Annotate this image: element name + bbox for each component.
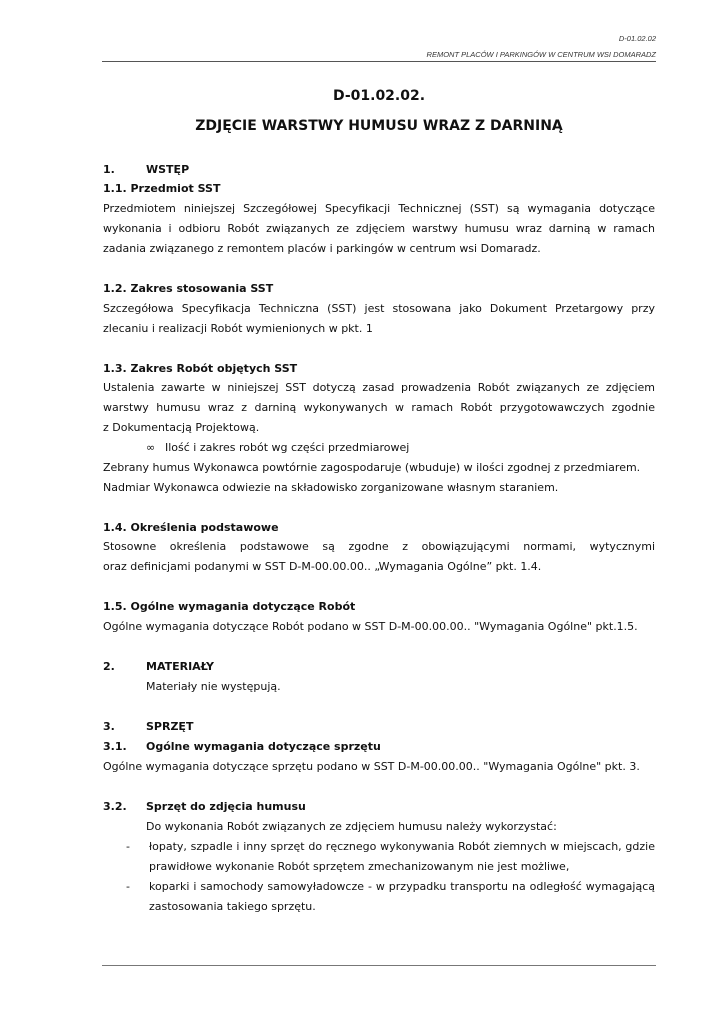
footer-divider bbox=[102, 965, 656, 966]
section-1-1-heading: 1.1. Przedmiot SST bbox=[103, 182, 221, 195]
section-1-1-line-3: zadania związanego z remontem placów i parkingów w centrum wsi Domaradz. bbox=[103, 242, 541, 255]
section-1-3-line-1: Ustalenia zawarte w niniejszej SST dotyczą zasad prowadzenia Robót związanych ze zdjęciem bbox=[103, 381, 655, 394]
section-1-3-heading: 1.3. Zakres Robót objętych SST bbox=[103, 362, 298, 375]
section-1-2-line-1: Szczegółowa Specyfikacja Techniczna (SST) jest stosowana jako Dokument Przetargowy przy bbox=[103, 302, 655, 315]
section-1-4-line-2: oraz definicjami podanymi w SST D-M-00.00.00.. „Wymagania Ogólne” pkt. 1.4. bbox=[103, 560, 542, 573]
header-divider bbox=[102, 61, 656, 62]
section-3-2-item-1-line-1: łopaty, szpadle i inny sprzęt do ręcznego wykonywania Robót ziemnych w miejscach, gdzie bbox=[149, 840, 655, 853]
section-1-2-line-2: zlecaniu i realizacji Robót wymienionych w pkt. 1 bbox=[103, 322, 373, 335]
section-3-2-title: Sprzęt do zdjęcia humusu bbox=[146, 800, 306, 813]
section-1-number: 1. bbox=[103, 163, 115, 176]
document-title: ZDJĘCIE WARSTWY HUMUSU WRAZ Z DARNINĄ bbox=[195, 118, 563, 134]
section-1-2-heading: 1.2. Zakres stosowania SST bbox=[103, 282, 274, 295]
section-1-3-line-2: warstwy humusu wraz z darniną wykonywanych w ramach Robót przygotowawczych zgodnie bbox=[103, 401, 655, 414]
section-1-3-after-1: Zebrany humus Wykonawca powtórnie zagospodaruje (wbuduje) w ilości zgodnej z przedmiarem. bbox=[103, 461, 641, 474]
section-3-2-item-2-line-1: koparki i samochody samowyładowcze - w przypadku transportu na odległość wymagającą bbox=[149, 880, 655, 893]
dash-bullet-icon: - bbox=[126, 840, 130, 853]
section-1-3-line-3: z Dokumentacją Projektową. bbox=[103, 421, 260, 434]
section-3-2-item-2-line-2: zastosowania takiego sprzętu. bbox=[149, 900, 316, 913]
section-3-1-text: Ogólne wymagania dotyczące sprzętu podano w SST D-M-00.00.00.. "Wymagania Ogólne" pkt. 3. bbox=[103, 760, 640, 773]
section-3-2-number: 3.2. bbox=[103, 800, 127, 813]
section-1-3-after-2: Nadmiar Wykonawca odwiezie na składowisko zorganizowane własnym staraniem. bbox=[103, 481, 559, 494]
section-1-4-heading: 1.4. Określenia podstawowe bbox=[103, 521, 279, 534]
section-1-3-bullet: Ilość i zakres robót wg części przedmiarowej bbox=[165, 441, 410, 454]
section-3-number: 3. bbox=[103, 720, 115, 733]
section-3-title: SPRZĘT bbox=[146, 720, 194, 733]
infinity-bullet-icon: ∞ bbox=[146, 441, 156, 454]
section-1-5-heading: 1.5. Ogólne wymagania dotyczące Robót bbox=[103, 600, 356, 613]
section-2-number: 2. bbox=[103, 660, 115, 673]
section-1-4-line-1: Stosowne określenia podstawowe są zgodne z obowiązującymi normami, wytycznymi bbox=[103, 540, 655, 553]
section-3-2-item-1-line-2: prawidłowe wykonanie Robót sprzętem zmechanizowanym nie jest możliwe, bbox=[149, 860, 570, 873]
document-code: D-01.02.02. bbox=[332, 88, 426, 104]
section-1-5-line-1: Ogólne wymagania dotyczące Robót podano w SST D-M-00.00.00.. "Wymagania Ogólne" pkt.1.5. bbox=[103, 620, 638, 633]
dash-bullet-icon: - bbox=[126, 880, 130, 893]
section-3-1-title: Ogólne wymagania dotyczące sprzętu bbox=[146, 740, 381, 753]
section-1-1-line-1: Przedmiotem niniejszej Szczegółowej Specyfikacji Technicznej (SST) są wymagania dotyczące bbox=[103, 202, 655, 215]
section-2-text: Materiały nie występują. bbox=[146, 680, 281, 693]
header-doc-code: D-01.02.02 bbox=[618, 34, 656, 43]
section-1-1-line-2: wykonania i odbioru Robót związanych ze zdjęciem warstwy humusu wraz darniną w ramach bbox=[103, 222, 655, 235]
section-3-1-number: 3.1. bbox=[103, 740, 127, 753]
section-1-title: WSTĘP bbox=[146, 163, 190, 176]
section-2-title: MATERIAŁY bbox=[146, 660, 215, 673]
header-project-title: REMONT PLACÓW I PARKINGÓW W CENTRUM WSI DOMARADZ bbox=[426, 50, 656, 59]
section-3-2-intro: Do wykonania Robót związanych ze zdjęciem humusu należy wykorzystać: bbox=[146, 820, 557, 833]
